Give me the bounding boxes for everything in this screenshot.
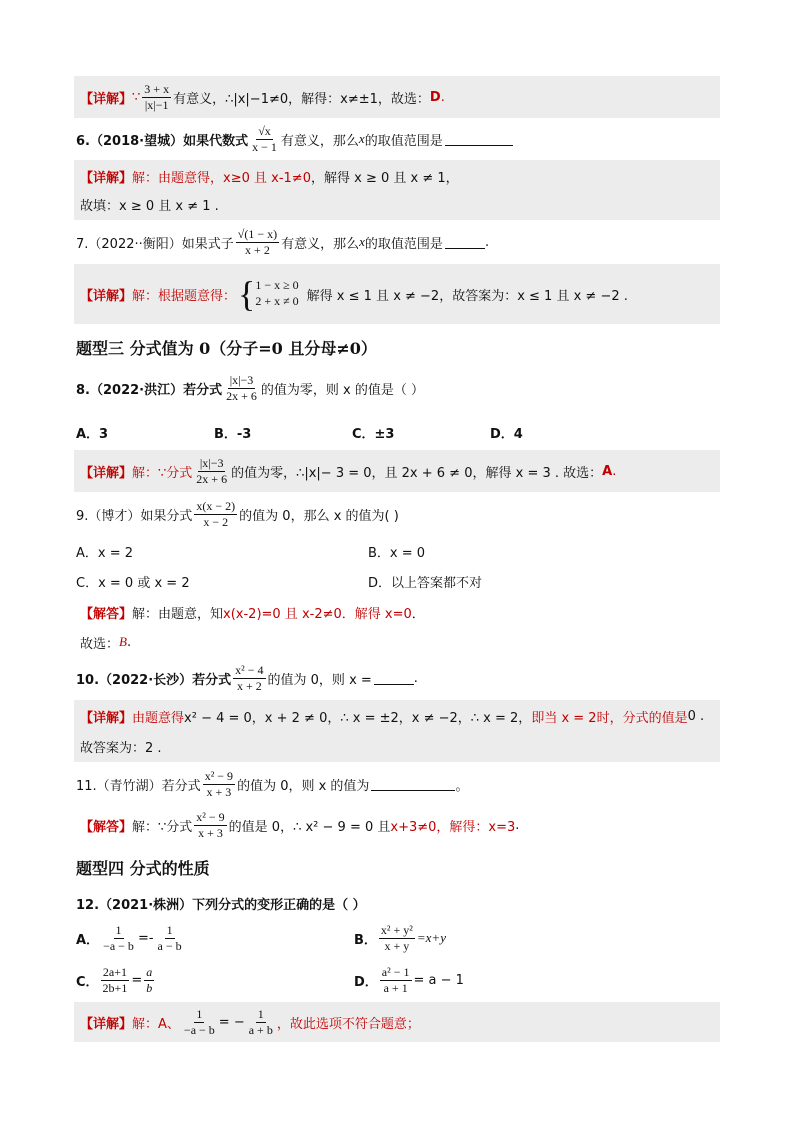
option-d[interactable]: D． $\frac{\text{a² − 1}}{a + 1}$ = a − 1 bbox=[354, 964, 464, 995]
option-c[interactable]: C．±3 bbox=[352, 427, 395, 442]
fraction: $\frac{√x}{x - 1}$ bbox=[252, 123, 277, 154]
q9-answer: 【解答】 解：由题意，知 x(x-2)=0 且 x-2≠0．解得 x=0 ． 故选： B . bbox=[74, 596, 720, 656]
fraction: $\frac{\text{x² − 4}}{x + 2}$ bbox=[235, 662, 264, 693]
q7-answer-box: 【详解】 解：根据题意得： { 1 − x ≥ 0 2 + x ≠ 0 解得 x ≤ 1 且 x ≠ −2，故答案为：x ≤ 1 且 x ≠ −2 . bbox=[74, 264, 720, 324]
option-b[interactable]: B．x = 0 bbox=[368, 546, 426, 561]
question-11: 11.（青竹湖）若分式 $\frac{\text{x² − 9}}{x + 3}$ 的值为 0，则 x 的值为 。 bbox=[76, 768, 469, 799]
answer-blank[interactable] bbox=[374, 672, 414, 685]
option-a[interactable]: A．3 bbox=[76, 427, 109, 442]
fraction: $\frac{|x|-3}{2x + 6}$ bbox=[196, 455, 228, 486]
question-8: 8.（2022·洪江）若分式 $\frac{|x|-3}{2x + 6}$ 的值为零，则 x 的值是（ ） bbox=[76, 372, 424, 403]
fraction: $\frac{\text{x² − 9}}{x + 3}$ bbox=[196, 809, 225, 840]
question-10: 10.（2022·长沙）若分式 $\frac{\text{x² − 4}}{x + 2}$ 的值为 0，则 x = . bbox=[76, 662, 418, 693]
fraction: $\frac{√(1 - x)}{x + 2}$ bbox=[237, 226, 278, 257]
option-c[interactable]: C．x = 0 或 x = 2 bbox=[76, 576, 190, 591]
section-heading-4: 题型四 分式的性质 bbox=[76, 859, 210, 878]
option-a[interactable]: A． $\frac{1}{-a - b}$ =- $\frac{1}{a - b}$ bbox=[76, 922, 182, 953]
q5-answer-box: 【详解】 ∵ $\frac{3 + x}{|x|-1}$ 有意义，∴|x|−1≠0，解得：x≠±1，故选： D . bbox=[74, 76, 720, 118]
question-7: 7.（2022··衡阳）如果式子 $\frac{√(1 - x)}{x + 2}$ 有意义，那么 x 的取值范围是 . bbox=[76, 226, 490, 257]
option-b[interactable]: B． $\frac{\text{x² + y²}}{x + y}$ =x+y bbox=[354, 922, 446, 953]
question-9: 9.（博才）如果分式 $\frac{x(x - 2)}{x - 2}$ 的值为 0，那么 x 的值为( ) bbox=[76, 498, 399, 529]
fraction: $\frac{x(x - 2)}{x - 2}$ bbox=[196, 498, 236, 529]
answer-blank[interactable] bbox=[445, 236, 485, 249]
detail-tag: 【详解】 bbox=[80, 91, 133, 107]
equation-system: { 1 − x ≥ 0 2 + x ≠ 0 bbox=[238, 274, 299, 314]
q10-answer-box: 【详解】 由题意得 x² − 4 = 0，x + 2 ≠ 0，∴ x = ±2，x ≠ −2，∴ x = 2， 即当 x = 2时，分式的值是 0 . 故答案为：2 . bbox=[74, 700, 720, 762]
section-heading-3: 题型三 分式值为 0（分子=0 且分母≠0） bbox=[76, 339, 377, 358]
answer-tag: 【解答】 bbox=[80, 606, 133, 622]
option-d[interactable]: D．以上答案都不对 bbox=[368, 576, 483, 591]
answer-blank[interactable] bbox=[445, 133, 513, 146]
option-c[interactable]: C． $\frac{2a+1}{2b+1}$ = $\frac{a}{b}$ bbox=[76, 964, 153, 995]
q11-answer: 【解答】 解：∵分式 $\frac{\text{x² − 9}}{x + 3}$ 的值是 0，∴ x² − 9 = 0 且 x+3≠0，解得：x=3 . bbox=[80, 809, 520, 840]
q6-answer-box: 【详解】 解：由题意得， x≥0 且 x-1≠0 ，解得 x ≥ 0 且 x ≠ 1， 故填：x ≥ 0 且 x ≠ 1 . bbox=[74, 160, 720, 220]
q12-answer-box: 【详解】 解：A、 $\frac{1}{-a - b}$ = − $\frac{1}{a + b}$ ，故此选项不符合题意； bbox=[74, 1002, 720, 1042]
fraction: $\frac{\text{x² − 9}}{x + 3}$ bbox=[204, 768, 234, 799]
q8-answer-box: 【详解】 解：∵分式 $\frac{|x|-3}{2x + 6}$ 的值为零，∴|x|− 3 = 0，且 2x + 6 ≠ 0，解得 x = 3 . 故选： A . bbox=[74, 450, 720, 492]
question-6: 6.（2018·望城）如果代数式 $\frac{√x}{x - 1}$ 有意义，那么 x 的取值范围是 bbox=[76, 122, 513, 156]
question-12: 12.（2021·株洲）下列分式的变形正确的是（ ） bbox=[76, 897, 366, 913]
option-b[interactable]: B．-3 bbox=[214, 427, 252, 442]
answer-blank[interactable] bbox=[371, 778, 455, 791]
fraction: $\frac{3 + x}{|x|-1}$ bbox=[144, 81, 170, 112]
option-a[interactable]: A．x = 2 bbox=[76, 546, 134, 561]
fraction: $\frac{|x|-3}{2x + 6}$ bbox=[226, 372, 257, 403]
option-d[interactable]: D．4 bbox=[490, 427, 523, 442]
